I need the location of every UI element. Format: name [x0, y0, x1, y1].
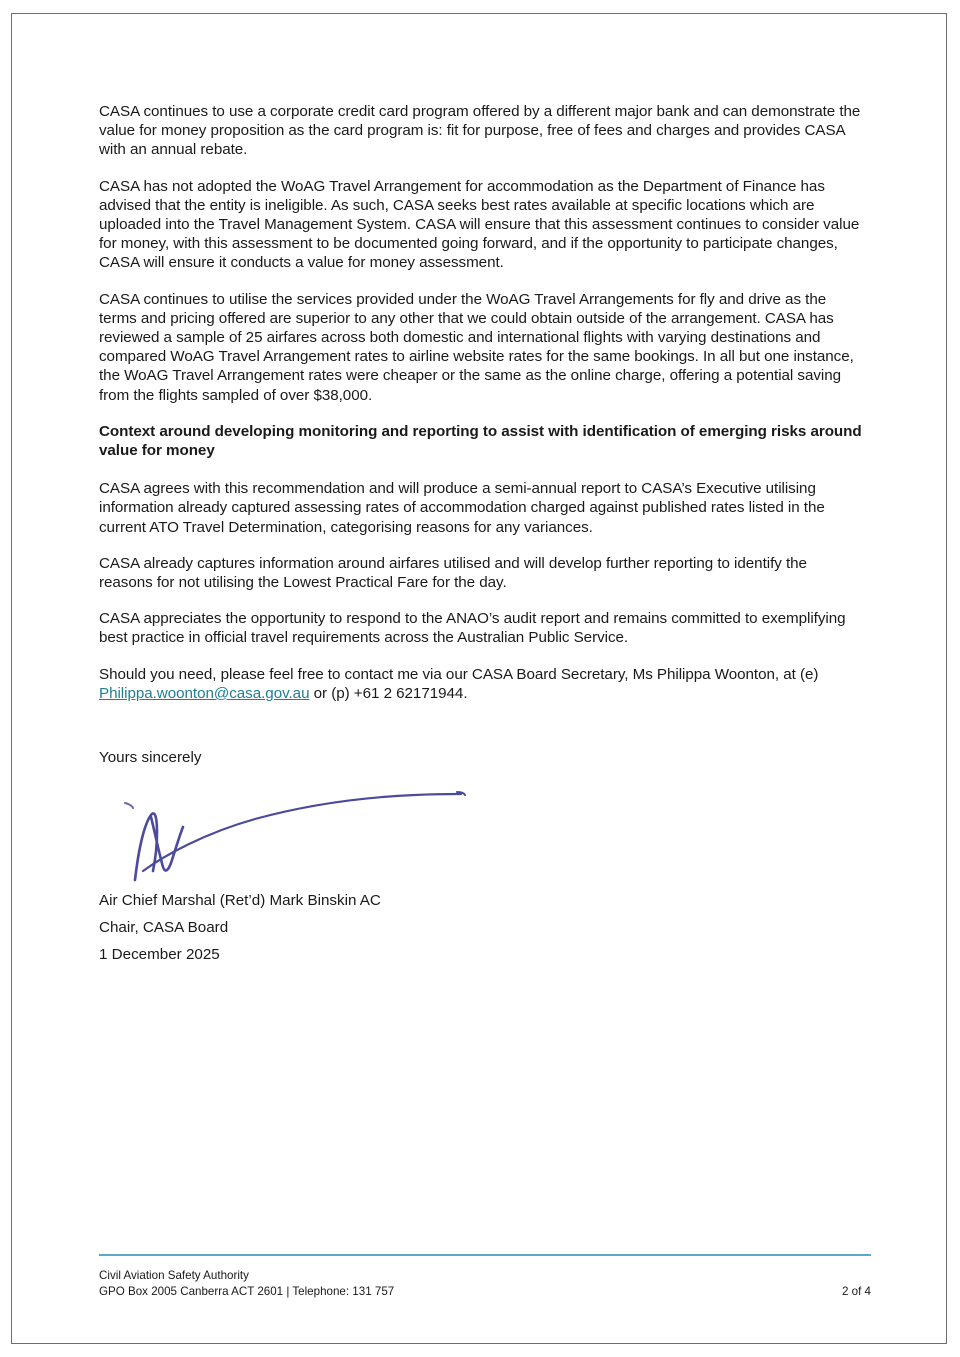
footer-row [99, 1268, 871, 1299]
footer-page-number: 2 of 4 [841, 1284, 871, 1298]
signature-image [105, 775, 525, 885]
document-page [11, 13, 947, 1344]
paragraph-6: CASA already captures information around airfares utilised and will develop further reporting to identify the reasons for not utilising the Lowest Practical Fare for the day. [99, 554, 807, 592]
contact-paragraph [99, 665, 864, 703]
salutation: Yours sincerely [99, 749, 202, 767]
paragraph-3: CASA continues to utilise the services provided under the WoAG Travel Arrangements for fly and drive as the terms and pricing offered are superior to any other that we could obtain outside of the arrangement. CASA has reviewed a sample of 25 airfares across both domestic and international flights with varying destinations and compared WoAG Travel Arrangement rates to airline website rates for the same bookings. In all but one instance, the WoAG Travel Arrangement rates were cheaper or the same as the online charge, offering a potential saving from the flights sampled of over $38,000. [99, 290, 854, 404]
email-link[interactable]: Philippa.woonton@casa.gov.au [99, 684, 310, 702]
footer-organisation: Civil Aviation Safety Authority [99, 1269, 249, 1283]
page-footer [99, 1254, 871, 1299]
contact-lead-text: Should you need, please feel free to contact me via our CASA Board Secretary, Ms Philippa Woonton, at (e) [99, 665, 819, 683]
signoff-block [99, 748, 864, 968]
signature-details [99, 887, 864, 968]
signature-date: 1 December 2025 [99, 946, 220, 964]
footer-divider [99, 1254, 871, 1256]
section-heading: Context around developing monitoring and reporting to assist with identification of emerging risks around value for money [99, 422, 862, 460]
paragraph-5: CASA agrees with this recommendation and will produce a semi-annual report to CASA’s Executive utilising information already captured assessing rates of accommodation charged against published rates listed in the current ATO Travel Determination, categorising reasons for any variances. [99, 480, 825, 536]
signatory-name: Air Chief Marshal (Ret’d) Mark Binskin AC [99, 892, 381, 910]
footer-address: GPO Box 2005 Canberra ACT 2601 | Telephone: 131 757 [99, 1284, 395, 1298]
letter-body [99, 102, 864, 968]
paragraph-2: CASA has not adopted the WoAG Travel Arrangement for accommodation as the Department of Finance has advised that the entity is ineligible. As such, CASA seeks best rates available at specific locations which are uploaded into the Travel Management System. CASA will ensure that this assessment continues to consider value for money, with this assessment to be documented going forward, and if the opportunity to participate changes, CASA will ensure it conducts a value for money assessment. [99, 177, 860, 272]
paragraph-1: CASA continues to use a corporate credit card program offered by a different major bank and can demonstrate the value for money proposition as the card program is: fit for purpose, free of fees and charges and provides CASA with an annual rebate. [99, 103, 861, 159]
paragraph-7: CASA appreciates the opportunity to respond to the ANAO’s audit report and remains committed to exemplifying best practice in official travel requirements across the Australian Public Service. [99, 610, 846, 647]
contact-trail-text: or (p) +61 2 62171944. [309, 684, 468, 702]
signatory-title: Chair, CASA Board [99, 919, 229, 937]
footer-organisation-block [99, 1268, 394, 1299]
